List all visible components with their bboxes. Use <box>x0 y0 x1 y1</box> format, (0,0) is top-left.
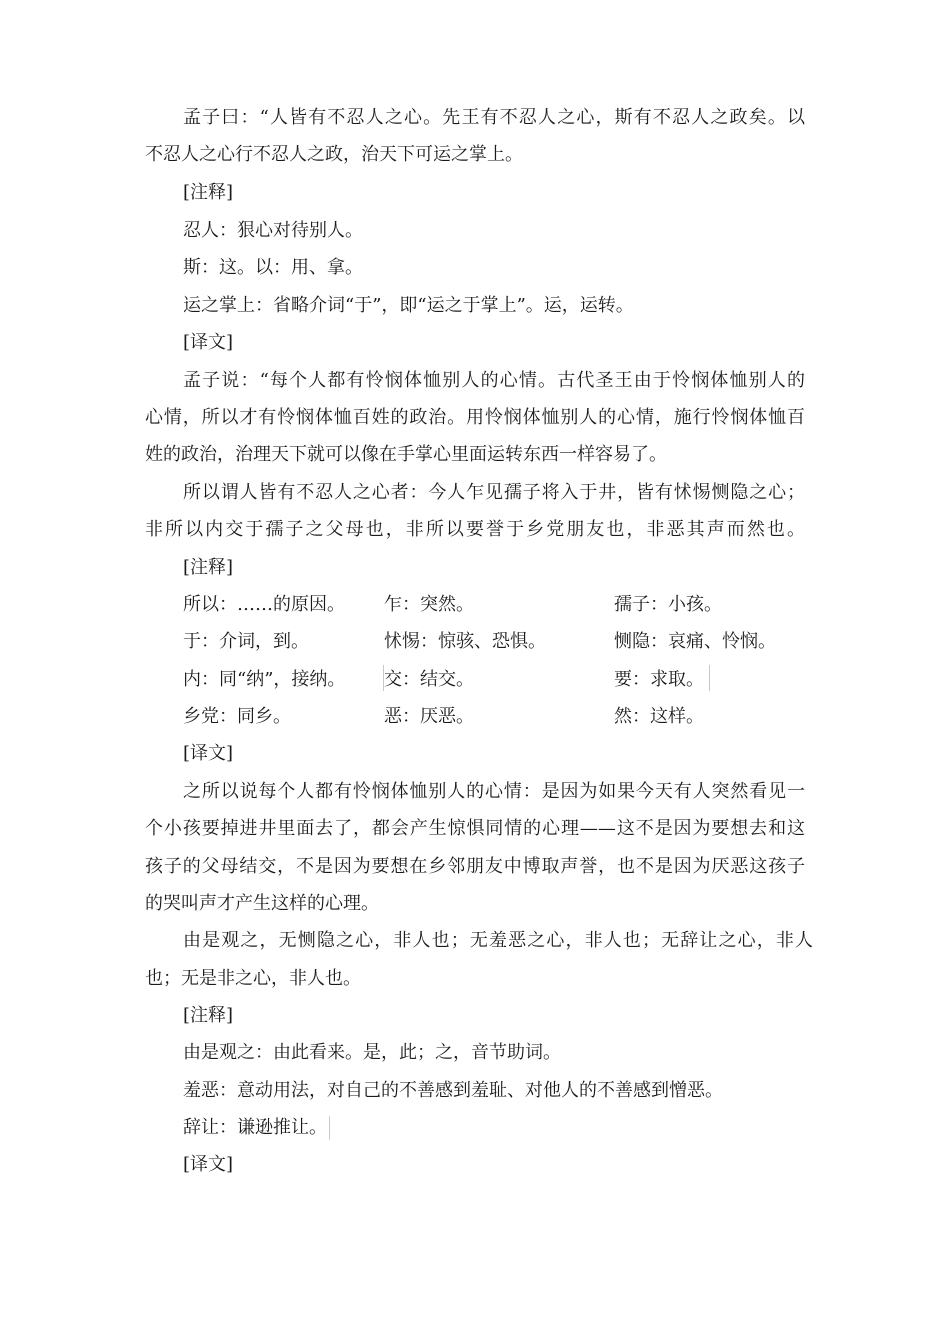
notes-grid-cell: 恻隐：哀痛、怜悯。 <box>614 631 776 652</box>
notes-grid-cell: 内：同“纳”，接纳。 <box>183 669 346 690</box>
paragraph-original-2-line-2: 非所以内交于孺子之父母也，非所以要誉于乡党朋友也，非恶其声而然也。 <box>145 519 805 540</box>
notes-grid-cell: 怵惕：惊骇、恐惧。 <box>384 631 546 652</box>
notes-heading-2: [注释] <box>183 557 234 578</box>
paragraph-original-2-line-1: 所以谓人皆有不忍人之心者：今人乍见孺子将入于井，皆有怵惕恻隐之心； <box>183 482 805 503</box>
notes-grid-cell: 要：求取。 <box>614 669 704 690</box>
translation-2-line-1: 之所以说每个人都有怜悯体恤别人的心情：是因为如果今天有人突然看见一 <box>183 781 805 802</box>
notes-grid-cell: 孺子：小孩。 <box>614 594 722 615</box>
translation-heading-3: [译文] <box>183 1154 234 1175</box>
note-item: 由是观之：由此看来。是，此；之，音节助词。 <box>183 1042 561 1063</box>
translation-heading-2: [译文] <box>183 743 234 764</box>
translation-1-line-2: 心情，所以才有怜悯体恤百姓的政治。用怜悯体恤别人的心情，施行怜悯体恤百 <box>145 407 805 428</box>
note-item: 羞恶：意动用法，对自己的不善感到羞耻、对他人的不善感到憎恶。 <box>183 1080 723 1101</box>
notes-grid-cell: 乍：突然。 <box>384 594 474 615</box>
translation-heading-1: [译文] <box>183 332 234 353</box>
translation-2-line-2: 个小孩要掉进井里面去了，都会产生惊惧同情的心理——这不是因为要想去和这 <box>145 818 805 839</box>
note-item: 运之掌上：省略介词“于”，即“运之于掌上”。运，运转。 <box>183 295 634 316</box>
translation-1-line-1: 孟子说：“每个人都有怜悯体恤别人的心情。古代圣王由于怜悯体恤别人的 <box>183 370 805 391</box>
notes-grid-cell: 然：这样。 <box>614 706 704 727</box>
cell-border-mark <box>709 665 710 691</box>
notes-grid-cell: 所以：……的原因。 <box>183 594 345 615</box>
translation-2-line-4: 的哭叫声才产生这样的心理。 <box>145 893 379 914</box>
note-item: 忍人：狠心对待别人。 <box>183 220 363 241</box>
notes-heading-1: [注释] <box>183 182 234 203</box>
paragraph-original-3-line-1: 由是观之，无恻隐之心，非人也；无羞恶之心，非人也；无辞让之心，非人 <box>183 930 813 951</box>
paragraph-original-1-line-1: 孟子曰：“人皆有不忍人之心。先王有不忍人之心，斯有不忍人之政矣。以 <box>183 107 805 128</box>
notes-heading-3: [注释] <box>183 1005 234 1026</box>
notes-grid-cell: 交：结交。 <box>384 669 474 690</box>
notes-grid-cell: 于：介词，到。 <box>183 631 309 652</box>
paragraph-original-3-line-2: 也；无是非之心，非人也。 <box>145 968 361 989</box>
paragraph-original-1-line-2: 不忍人之心行不忍人之政，治天下可运之掌上。 <box>145 144 523 165</box>
notes-grid-cell: 乡党：同乡。 <box>183 706 291 727</box>
note-item: 斯：这。以：用、拿。 <box>183 257 363 278</box>
notes-grid-cell: 恶：厌恶。 <box>384 706 474 727</box>
note-item: 辞让：谦逊推让。 <box>183 1116 330 1140</box>
translation-1-line-3: 姓的政治，治理天下就可以像在手掌心里面运转东西一样容易了。 <box>145 444 667 465</box>
translation-2-line-3: 孩子的父母结交，不是因为要想在乡邻朋友中博取声誉，也不是因为厌恶这孩子 <box>145 856 805 877</box>
